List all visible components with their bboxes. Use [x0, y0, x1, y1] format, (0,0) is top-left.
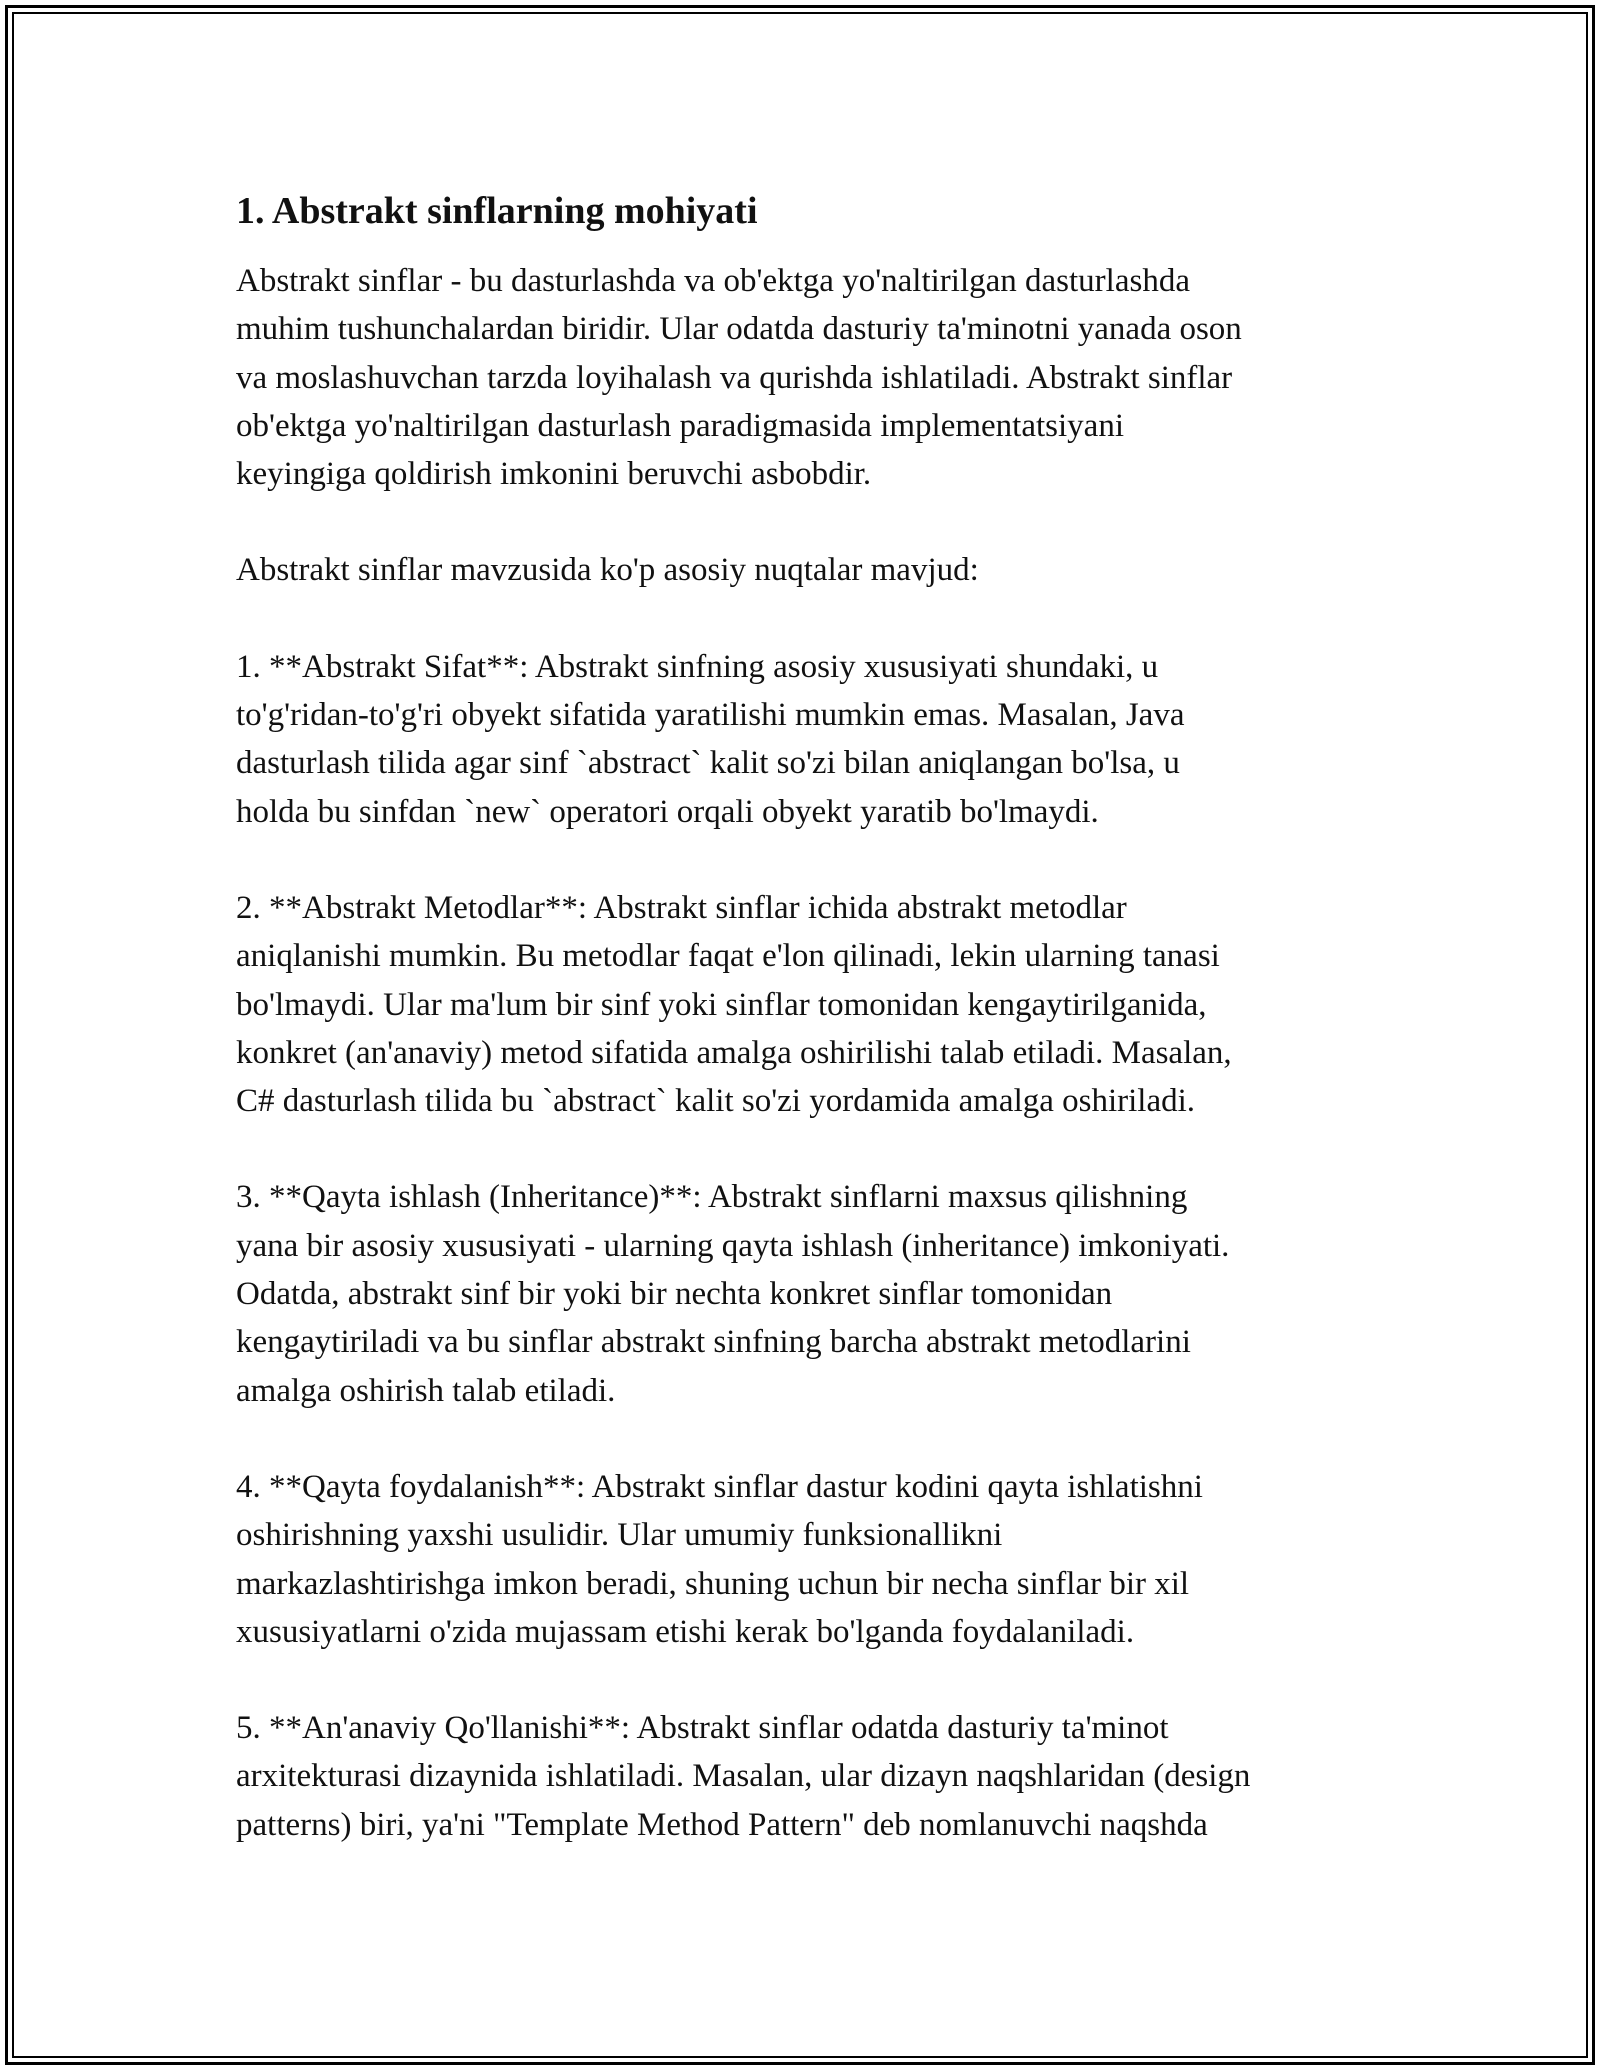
text-line: to'g'ridan-to'g'ri obyekt sifatida yaratilishi mumkin emas. Masalan, Java — [236, 697, 1185, 734]
text-line: yana bir asosiy xususiyati - ularning qayta ishlash (inheritance) imkoniyati. — [236, 1227, 1230, 1264]
paragraph-item-4 — [236, 1463, 1386, 1656]
section-heading: 1. Abstrakt sinflarning mohiyati — [236, 190, 758, 232]
text-line: 4. **Qayta foydalanish**: Abstrakt sinflar dastur kodini qayta ishlatishni — [236, 1468, 1203, 1505]
text-line: keyingiga qoldirish imkonini beruvchi asbobdir. — [236, 456, 872, 493]
text-line: konkret (an'anaviy) metod sifatida amalga oshirilishi talab etiladi. Masalan, — [236, 1034, 1232, 1071]
text-line: va moslashuvchan tarzda loyihalash va qurishda ishlatiladi. Abstrakt sinflar — [236, 359, 1233, 396]
text-line: patterns) biri, ya'ni "Template Method Pattern" deb nomlanuvchi naqshda — [236, 1806, 1208, 1843]
text-line: muhim tushunchalardan biridir. Ular odatda dasturiy ta'minotni yanada oson — [236, 311, 1242, 348]
text-line: bo'lmaydi. Ular ma'lum bir sinf yoki sinflar tomonidan kengaytirilganida, — [236, 986, 1207, 1023]
paragraph-item-2 — [236, 884, 1386, 1125]
text-line: dasturlash tilida agar sinf `abstract` kalit so'zi bilan aniqlangan bo'lsa, u — [236, 745, 1180, 782]
text-line: 2. **Abstrakt Metodlar**: Abstrakt sinflar ichida abstrakt metodlar — [236, 889, 1127, 926]
text-line: amalga oshirish talab etiladi. — [236, 1372, 616, 1409]
paragraph-item-5 — [236, 1704, 1386, 1849]
text-line: xususiyatlarni o'zida mujassam etishi kerak bo'lganda foydalaniladi. — [236, 1613, 1135, 1650]
paragraph-item-1 — [236, 643, 1386, 836]
paragraph-lead-in — [236, 546, 1386, 594]
text-line: holda bu sinfdan `new` operatori orqali obyekt yaratib bo'lmaydi. — [236, 793, 1099, 830]
text-line: aniqlanishi mumkin. Bu metodlar faqat e'lon qilinadi, lekin ularning tanasi — [236, 938, 1220, 975]
document-body — [236, 185, 1386, 1897]
paragraph-item-3 — [236, 1173, 1386, 1414]
text-line: arxitekturasi dizaynida ishlatiladi. Masalan, ular dizayn naqshlaridan (design — [236, 1758, 1251, 1795]
text-line: kengaytiriladi va bu sinflar abstrakt sinfning barcha abstrakt metodlarini — [236, 1324, 1191, 1361]
text-line: markazlashtirishga imkon beradi, shuning uchun bir necha sinflar bir xil — [236, 1565, 1190, 1602]
text-line: Abstrakt sinflar - bu dasturlashda va ob'ektga yo'naltirilgan dasturlashda — [236, 263, 1190, 299]
paragraph-intro — [236, 257, 1386, 498]
text-line: 5. **An'anaviy Qo'llanishi**: Abstrakt sinflar odatda dasturiy ta'minot — [236, 1710, 1169, 1747]
text-line: Abstrakt sinflar mavzusida ko'p asosiy nuqtalar mavjud: — [236, 552, 979, 589]
text-line: 1. **Abstrakt Sifat**: Abstrakt sinfning asosiy xususiyati shundaki, u — [236, 648, 1159, 685]
text-line: Odatda, abstrakt sinf bir yoki bir nechta konkret sinflar tomonidan — [236, 1276, 1113, 1313]
text-line: C# dasturlash tilida bu `abstract` kalit so'zi yordamida amalga oshiriladi. — [236, 1083, 1196, 1120]
text-line: 3. **Qayta ishlash (Inheritance)**: Abstrakt sinflarni maxsus qilishning — [236, 1179, 1188, 1216]
text-line: oshirishning yaxshi usulidir. Ular umumiy funksionallikni — [236, 1517, 1003, 1554]
text-line: ob'ektga yo'naltirilgan dasturlash paradigmasida implementatsiyani — [236, 407, 1124, 444]
